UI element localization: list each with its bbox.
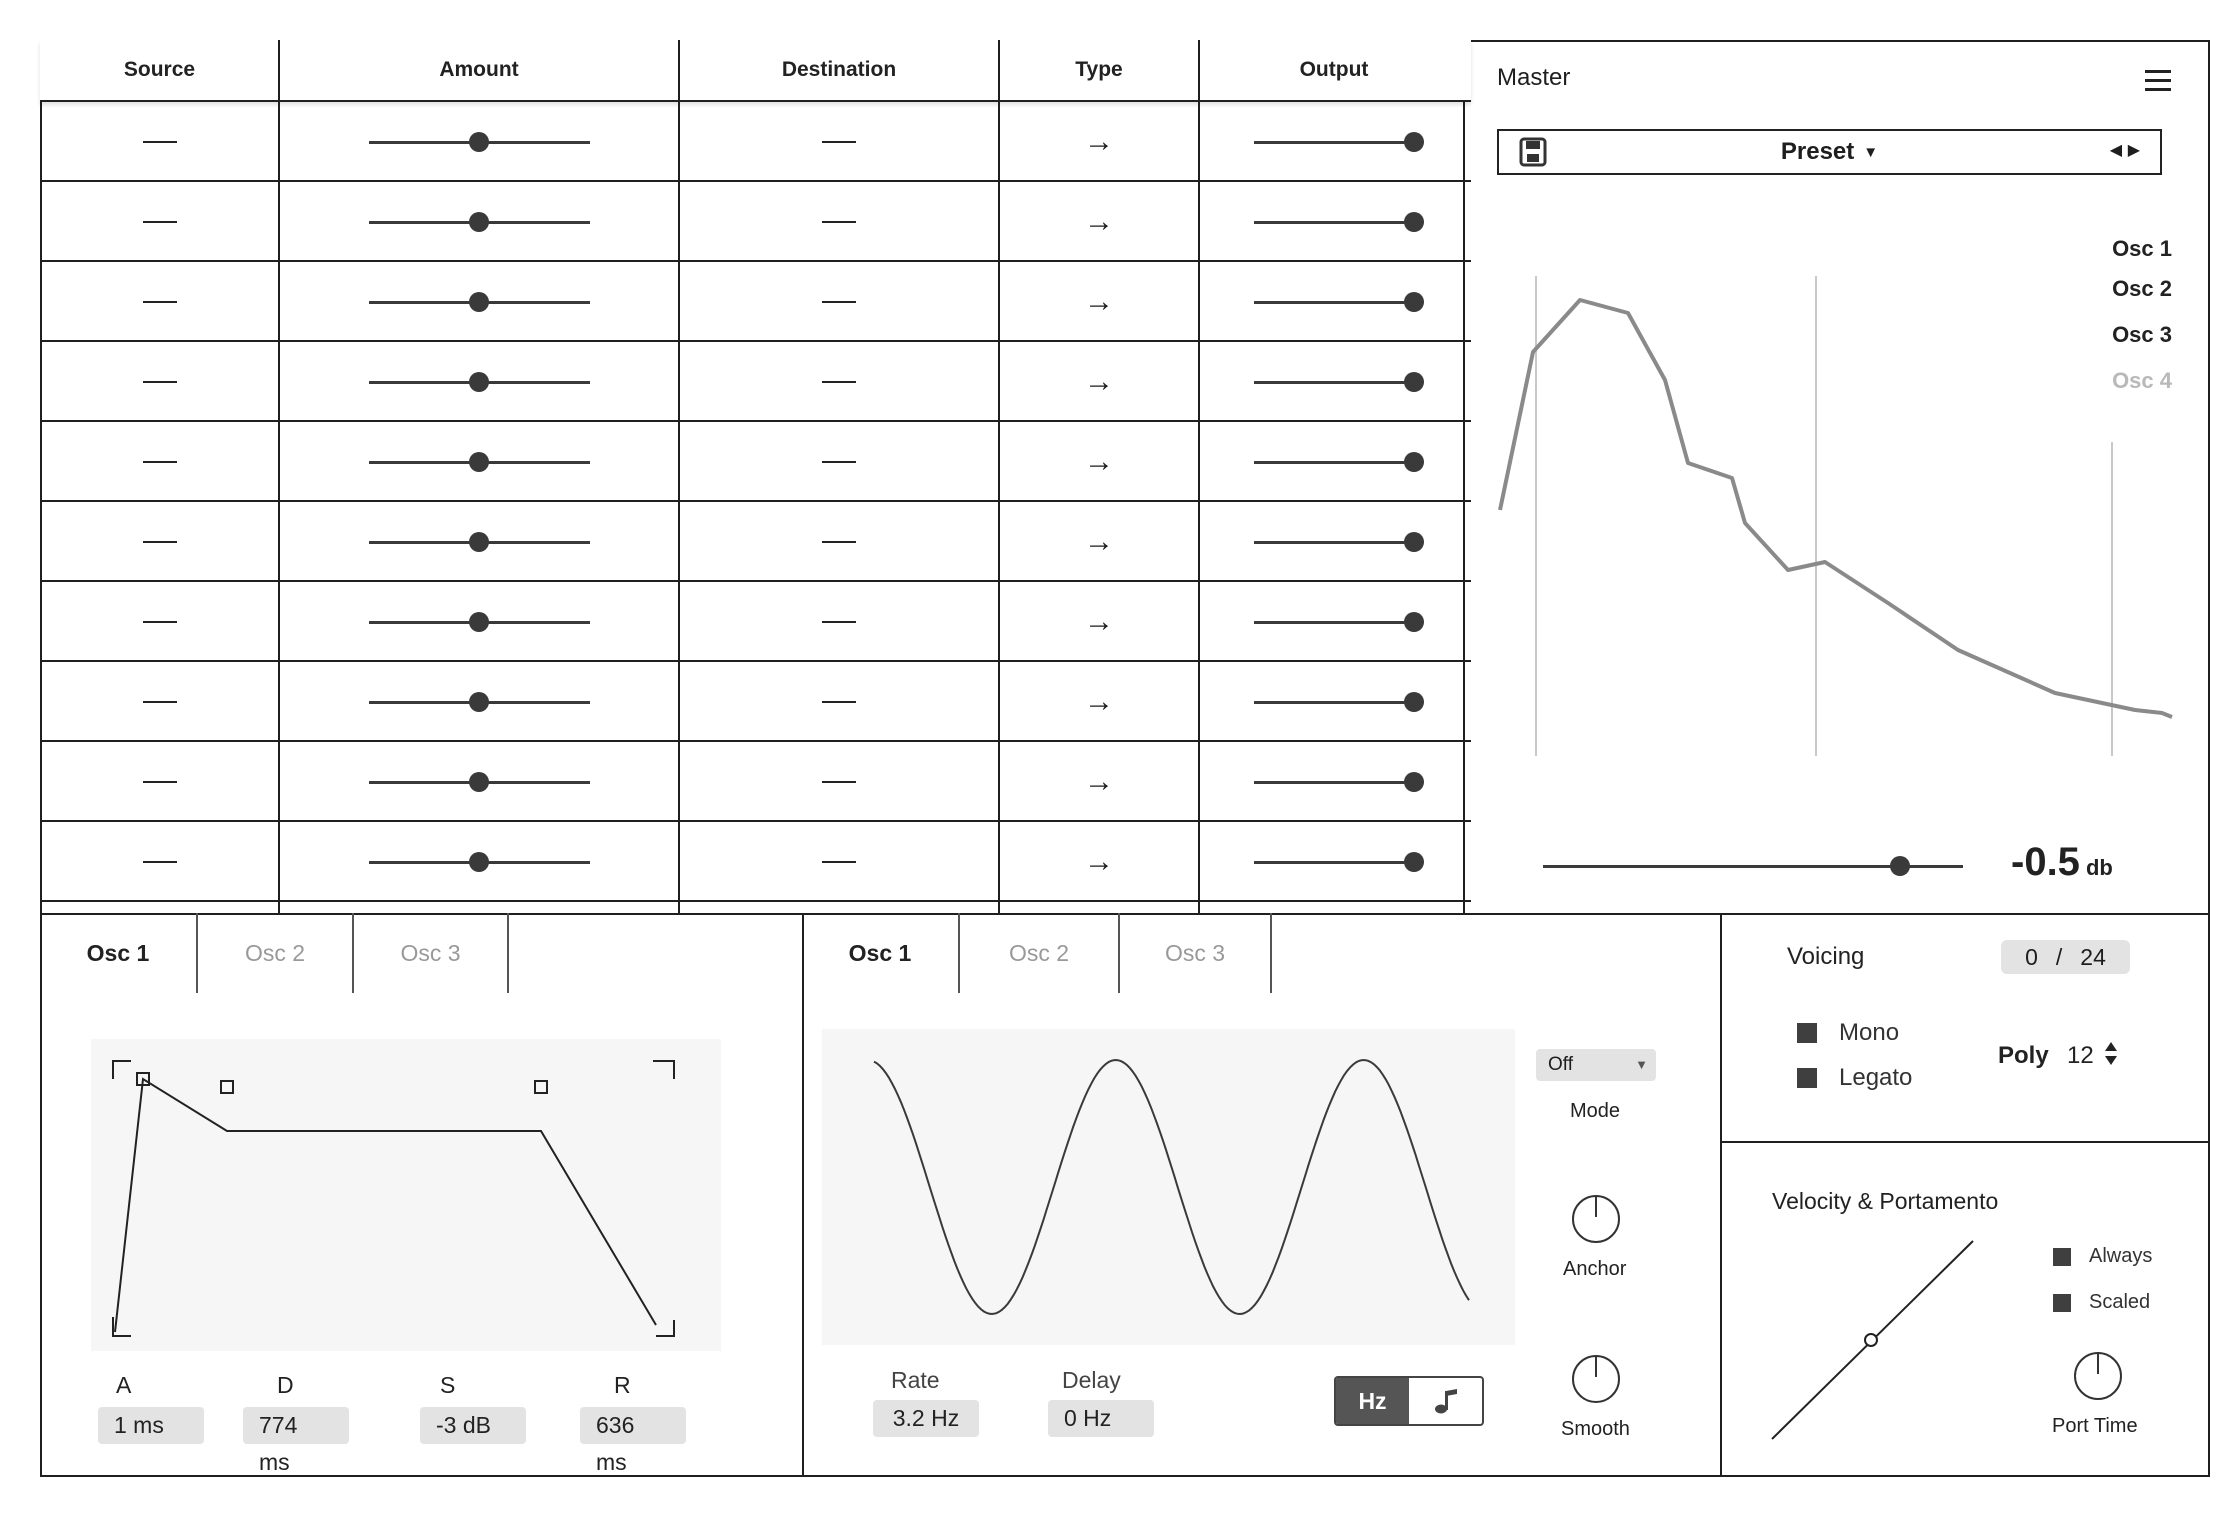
slider-knob[interactable] <box>1404 212 1424 232</box>
slider-knob[interactable] <box>1404 532 1424 552</box>
source-placeholder <box>143 621 177 623</box>
column-divider <box>998 40 1000 913</box>
legend-osc-4[interactable]: Osc 4 <box>2112 368 2172 393</box>
destination-cell[interactable] <box>679 182 999 262</box>
slider-knob[interactable] <box>1404 692 1424 712</box>
type-cell[interactable] <box>999 182 1199 262</box>
slider-knob[interactable] <box>469 212 489 232</box>
source-cell[interactable] <box>40 262 279 342</box>
attack-label: A <box>116 1372 132 1398</box>
table-row <box>40 822 1471 902</box>
decay-label: D <box>277 1372 294 1398</box>
section-divider <box>1720 1141 2210 1143</box>
volume-readout <box>2011 840 2113 885</box>
type-cell[interactable] <box>999 582 1199 662</box>
source-cell[interactable] <box>40 662 279 742</box>
arrow-right-icon: → <box>1084 605 1114 638</box>
output-slider[interactable] <box>1254 532 1414 552</box>
arrow-right-icon: → <box>1084 365 1114 398</box>
sustain-value[interactable]: -3 dB <box>420 1407 526 1444</box>
output-slider[interactable] <box>1254 372 1414 392</box>
chevron-down-icon: ▼ <box>1635 1057 1648 1072</box>
checkbox-box[interactable] <box>1797 1068 1817 1088</box>
slider-knob[interactable] <box>469 372 489 392</box>
destination-cell[interactable] <box>679 502 999 582</box>
scaled-checkbox[interactable] <box>2053 1291 2150 1314</box>
slider-knob[interactable] <box>469 852 489 872</box>
table-row <box>40 102 1471 182</box>
source-placeholder <box>143 381 177 383</box>
slider-knob[interactable] <box>469 292 489 312</box>
source-cell[interactable] <box>40 422 279 502</box>
slider-knob[interactable] <box>1404 452 1424 472</box>
panel-divider <box>1720 913 1722 1477</box>
volume-unit: db <box>2085 855 2113 880</box>
table-row <box>40 662 1471 742</box>
rate-label: Rate <box>891 1367 940 1393</box>
velocity-curve[interactable] <box>1770 1238 1980 1443</box>
slider-knob[interactable] <box>1404 772 1424 792</box>
output-cell <box>1199 422 1469 502</box>
output-slider[interactable] <box>1254 692 1414 712</box>
port-time-label: Port Time <box>2052 1415 2138 1437</box>
table-row <box>40 582 1471 662</box>
poly-label: Poly <box>1998 1042 2049 1069</box>
amount-slider[interactable] <box>369 612 590 632</box>
source-cell[interactable] <box>40 102 279 182</box>
preset-label: Preset <box>1780 138 1855 165</box>
amount-cell <box>279 342 679 422</box>
checkbox-box[interactable] <box>2053 1248 2071 1266</box>
mode-value: Off <box>1548 1054 1573 1075</box>
preset-next-icon[interactable]: ▶ <box>2127 142 2140 159</box>
amount-slider[interactable] <box>369 452 590 472</box>
destination-cell[interactable] <box>679 582 999 662</box>
output-slider[interactable] <box>1254 612 1414 632</box>
amount-slider[interactable] <box>369 212 590 232</box>
arrow-right-icon: → <box>1084 205 1114 238</box>
output-slider[interactable] <box>1254 772 1414 792</box>
source-cell[interactable] <box>40 582 279 662</box>
type-cell[interactable] <box>999 102 1199 182</box>
delay-value[interactable]: 0 Hz <box>1048 1400 1154 1437</box>
slider-knob[interactable] <box>1404 292 1424 312</box>
slider-knob[interactable] <box>469 452 489 472</box>
rate-value[interactable]: 3.2 Hz <box>873 1400 979 1437</box>
slider-knob[interactable] <box>469 612 489 632</box>
table-row <box>40 182 1471 262</box>
mono-checkbox[interactable] <box>1797 1019 1899 1047</box>
amount-slider[interactable] <box>369 292 590 312</box>
destination-placeholder <box>822 621 856 623</box>
source-placeholder <box>143 701 177 703</box>
anchor-label: Anchor <box>1563 1258 1627 1280</box>
destination-cell[interactable] <box>679 262 999 342</box>
preset-prev-icon[interactable]: ◀ <box>2109 142 2122 159</box>
save-icon[interactable] <box>1519 137 1547 167</box>
column-header-type: Type <box>1075 58 1123 81</box>
source-placeholder <box>143 301 177 303</box>
column-header-output: Output <box>1299 58 1369 81</box>
destination-placeholder <box>822 541 856 543</box>
table-row <box>40 422 1471 502</box>
voice-count-badge <box>2001 940 2130 974</box>
voice-count-current: 0 <box>2025 943 2038 970</box>
destination-placeholder <box>822 461 856 463</box>
mono-label: Mono <box>1839 1019 1900 1046</box>
type-cell[interactable] <box>999 422 1199 502</box>
tab-lfo-osc-2[interactable]: Osc 2 <box>960 913 1120 993</box>
destination-cell[interactable] <box>679 822 999 902</box>
amount-slider[interactable] <box>369 132 590 152</box>
master-panel <box>1463 40 2210 915</box>
slider-knob[interactable] <box>469 772 489 792</box>
slider-knob[interactable] <box>469 532 489 552</box>
destination-placeholder <box>822 781 856 783</box>
envelope-editor[interactable] <box>91 1039 721 1351</box>
always-label: Always <box>2089 1245 2153 1267</box>
amount-cell <box>279 742 679 822</box>
tab-envelope-osc-3[interactable]: Osc 3 <box>354 913 509 993</box>
output-cell <box>1199 742 1469 822</box>
hamburger-icon[interactable] <box>2145 70 2171 92</box>
slider-knob[interactable] <box>1404 612 1424 632</box>
output-slider[interactable] <box>1254 132 1414 152</box>
table-row <box>40 742 1471 822</box>
column-header-source: Source <box>123 58 196 81</box>
attack-field <box>98 1372 204 1444</box>
source-placeholder <box>143 781 177 783</box>
source-cell[interactable] <box>40 822 279 902</box>
delay-label: Delay <box>1062 1367 1121 1393</box>
voice-count-separator: / <box>2055 943 2063 970</box>
amount-slider[interactable] <box>369 372 590 392</box>
type-cell[interactable] <box>999 342 1199 422</box>
column-header-destination: Destination <box>781 58 897 81</box>
amount-cell <box>279 102 679 182</box>
destination-cell[interactable] <box>679 422 999 502</box>
arrow-right-icon: → <box>1084 765 1114 798</box>
amount-cell <box>279 662 679 742</box>
master-title: Master <box>1497 64 1571 91</box>
attack-value[interactable]: 1 ms <box>98 1407 204 1444</box>
source-placeholder <box>143 221 177 223</box>
destination-placeholder <box>822 381 856 383</box>
spectrum-display <box>1465 230 2212 770</box>
type-cell[interactable] <box>999 502 1199 582</box>
smooth-knob[interactable] <box>1570 1353 1622 1405</box>
output-slider[interactable] <box>1254 852 1414 872</box>
output-slider[interactable] <box>1254 292 1414 312</box>
destination-cell[interactable] <box>679 102 999 182</box>
legato-checkbox[interactable] <box>1797 1064 1912 1092</box>
type-cell[interactable] <box>999 662 1199 742</box>
tab-lfo-osc-3[interactable]: Osc 3 <box>1120 913 1272 993</box>
always-checkbox[interactable] <box>2053 1245 2152 1268</box>
slider-knob[interactable] <box>1890 856 1910 876</box>
output-cell <box>1199 342 1469 422</box>
volume-value: -0.5 <box>2011 840 2080 884</box>
destination-placeholder <box>822 701 856 703</box>
column-divider <box>678 40 680 913</box>
arrow-right-icon: → <box>1084 445 1114 478</box>
release-field <box>580 1372 686 1475</box>
destination-placeholder <box>822 301 856 303</box>
panel-divider <box>802 913 804 1477</box>
velocity-portamento-title: Velocity & Portamento <box>1772 1188 1999 1214</box>
slider-knob[interactable] <box>469 692 489 712</box>
source-placeholder <box>143 141 177 143</box>
envelope-tabs <box>40 913 509 993</box>
arrow-right-icon: → <box>1084 845 1114 878</box>
tab-envelope-osc-2[interactable]: Osc 2 <box>198 913 354 993</box>
amount-cell <box>279 422 679 502</box>
type-cell[interactable] <box>999 742 1199 822</box>
matrix-header <box>40 40 1471 102</box>
table-row <box>40 262 1471 342</box>
destination-cell[interactable] <box>679 342 999 422</box>
amount-slider[interactable] <box>369 772 590 792</box>
destination-cell[interactable] <box>679 662 999 742</box>
slider-knob[interactable] <box>1404 372 1424 392</box>
decay-field <box>243 1372 349 1475</box>
arrow-right-icon: → <box>1084 285 1114 318</box>
source-cell[interactable] <box>40 182 279 262</box>
amount-slider[interactable] <box>369 852 590 872</box>
mode-label: Mode <box>1570 1100 1621 1122</box>
type-cell[interactable] <box>999 822 1199 902</box>
destination-placeholder <box>822 141 856 143</box>
output-slider[interactable] <box>1254 212 1414 232</box>
tab-envelope-osc-1[interactable]: Osc 1 <box>40 913 198 993</box>
modulation-matrix <box>40 40 1471 913</box>
sustain-field <box>420 1372 526 1444</box>
tab-lfo-osc-1[interactable]: Osc 1 <box>802 913 960 993</box>
checkbox-box[interactable] <box>1797 1023 1817 1043</box>
music-note-icon[interactable] <box>1409 1378 1482 1424</box>
arrow-right-icon: → <box>1084 125 1114 158</box>
output-cell <box>1199 502 1469 582</box>
caret-down-icon: ▼ <box>1863 143 1879 161</box>
source-placeholder <box>143 461 177 463</box>
column-header-amount: Amount <box>439 58 519 81</box>
legato-label: Legato <box>1839 1064 1913 1091</box>
amount-cell <box>279 502 679 582</box>
slider-knob[interactable] <box>469 132 489 152</box>
source-placeholder <box>143 861 177 863</box>
checkbox-box[interactable] <box>2053 1294 2071 1312</box>
source-cell[interactable] <box>40 502 279 582</box>
source-cell[interactable] <box>40 742 279 822</box>
destination-placeholder <box>822 861 856 863</box>
smooth-label: Smooth <box>1561 1418 1630 1440</box>
amount-cell <box>279 822 679 902</box>
arrow-right-icon: → <box>1084 685 1114 718</box>
decay-value[interactable]: 774 ms <box>243 1407 349 1444</box>
slider-knob[interactable] <box>1404 132 1424 152</box>
sustain-label: S <box>440 1372 456 1398</box>
rate-unit-toggle[interactable] <box>1334 1376 1484 1426</box>
source-cell[interactable] <box>40 342 279 422</box>
legend-osc-3[interactable]: Osc 3 <box>2112 322 2172 347</box>
legend-osc-1[interactable]: Osc 1 <box>2112 236 2172 261</box>
output-cell <box>1199 102 1469 182</box>
poly-stepper-icon[interactable] <box>2103 1040 2119 1068</box>
output-cell <box>1199 662 1469 742</box>
destination-cell[interactable] <box>679 742 999 822</box>
preset-selector[interactable] <box>1497 129 2162 175</box>
amount-slider[interactable] <box>369 692 590 712</box>
anchor-knob[interactable] <box>1570 1193 1622 1245</box>
amount-cell <box>279 582 679 662</box>
delay-field <box>1048 1367 1154 1437</box>
amount-cell <box>279 182 679 262</box>
output-cell <box>1199 262 1469 342</box>
amount-slider[interactable] <box>369 532 590 552</box>
output-cell <box>1199 582 1469 662</box>
voice-count-max: 24 <box>2080 943 2106 970</box>
poly-value[interactable]: 12 <box>2067 1042 2094 1069</box>
output-slider[interactable] <box>1254 452 1414 472</box>
hz-toggle-option[interactable]: Hz <box>1336 1378 1409 1424</box>
arrow-right-icon: → <box>1084 525 1114 558</box>
output-cell <box>1199 822 1469 902</box>
voicing-title: Voicing <box>1787 943 1865 970</box>
output-cell <box>1199 182 1469 262</box>
amount-cell <box>279 262 679 342</box>
release-label: R <box>614 1372 631 1398</box>
scaled-label: Scaled <box>2089 1291 2151 1313</box>
master-volume-slider[interactable] <box>1543 856 1963 876</box>
source-placeholder <box>143 541 177 543</box>
column-divider <box>278 40 280 913</box>
slider-knob[interactable] <box>1404 852 1424 872</box>
column-divider <box>1198 40 1200 913</box>
mode-dropdown[interactable] <box>1536 1049 1656 1081</box>
type-cell[interactable] <box>999 262 1199 342</box>
table-row <box>40 502 1471 582</box>
rate-field <box>873 1367 979 1437</box>
lfo-tabs <box>802 913 1272 993</box>
release-value[interactable]: 636 ms <box>580 1407 686 1444</box>
lfo-waveform-display <box>822 1029 1515 1345</box>
port-time-knob[interactable] <box>2072 1350 2124 1402</box>
legend-osc-2[interactable]: Osc 2 <box>2112 276 2172 301</box>
destination-placeholder <box>822 221 856 223</box>
table-row <box>40 342 1471 422</box>
